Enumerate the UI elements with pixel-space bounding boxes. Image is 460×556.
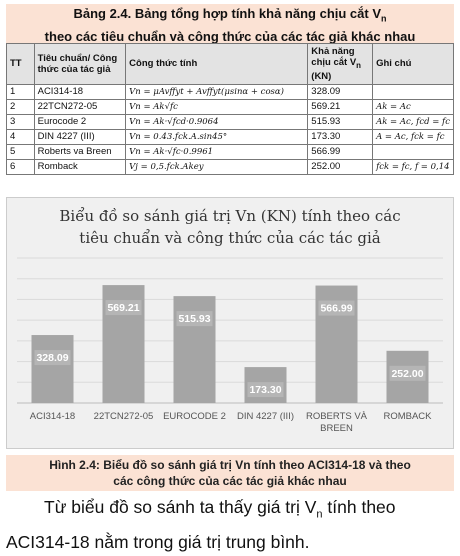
table-row: [7, 129, 454, 144]
header-capacity: [308, 44, 373, 85]
chart-category-label: 22TCN272-05: [93, 411, 154, 422]
chart-category-label: ROMBACK: [383, 411, 432, 422]
header-capacity-sub: n: [356, 60, 361, 70]
figure-caption: [6, 455, 454, 491]
cell-formula: Vn = Ak·√fcd·0.9064: [126, 114, 308, 129]
chart-data-label: 173.30: [249, 384, 282, 397]
cell-tt: 4: [7, 129, 35, 144]
chart-category-label: EUROCODE 2: [163, 411, 226, 422]
cell-standard: ACI314-18: [34, 84, 126, 99]
cell-formula: Vj = 0,5.fck.Akey: [126, 159, 308, 174]
table-caption-sub: n: [381, 13, 387, 24]
chart-category-label: ROBERTS VÀ: [305, 411, 368, 422]
table-row: [7, 84, 454, 99]
cell-standard: DIN 4227 (III): [34, 129, 126, 144]
table-header-row: [7, 44, 454, 85]
figure-caption-line2: các công thức của các tác giả khác nhau: [113, 474, 347, 488]
comparison-table: [6, 43, 454, 175]
cell-note: [373, 84, 454, 99]
cell-formula: Vn = Ak√fc: [126, 99, 308, 114]
cell-capacity: 328.09: [308, 84, 373, 99]
paragraph-sub: n: [316, 508, 323, 521]
chart-data-label: 569.21: [107, 302, 140, 315]
header-capacity-label: Khả năng chịu cắt V: [311, 46, 357, 68]
cell-standard: Romback: [34, 159, 126, 174]
header-formula: Công thức tính: [126, 44, 308, 85]
cell-note: A = Ac, fck = fc: [373, 129, 454, 144]
cell-tt: 6: [7, 159, 35, 174]
table-caption-line2: theo các tiêu chuẩn và công thức của các tác giả khác nhau: [44, 28, 416, 44]
chart-data-label: 566.99: [320, 302, 353, 315]
table-row: [7, 159, 454, 174]
chart-category-label: BREEN: [320, 423, 353, 434]
chart-category-label: ACI314-18: [29, 411, 76, 422]
table-row: [7, 99, 454, 114]
cell-capacity: 569.21: [308, 99, 373, 114]
chart-title-line2: tiêu chuẩn và công thức của các tác giả: [79, 229, 381, 247]
bar-chart: [6, 197, 454, 449]
cell-tt: 3: [7, 114, 35, 129]
cell-tt: 5: [7, 144, 35, 159]
chart-title-line1: Biểu đồ so sánh giá trị Vn (KN) tính theo các: [59, 207, 401, 225]
table-row: [7, 114, 454, 129]
cell-note: [373, 144, 454, 159]
cell-capacity: 566.99: [308, 144, 373, 159]
cell-formula: Vn = μAvffyt + Avffyt(μsinα + cosα): [126, 84, 308, 99]
table-caption: [6, 4, 454, 47]
bar-chart-svg: [7, 198, 453, 448]
chart-data-label: 252.00: [391, 367, 424, 380]
cell-note: fck = fc, f = 0,14: [373, 159, 454, 174]
cell-standard: 22TCN272-05: [34, 99, 126, 114]
cell-tt: 1: [7, 84, 35, 99]
header-tt: TT: [7, 44, 35, 85]
cell-capacity: 252.00: [308, 159, 373, 174]
paragraph-part2: tính theo ACI314-18 nằm trong giá trị trung bình.: [6, 497, 396, 552]
cell-standard: Roberts va Breen: [34, 144, 126, 159]
header-note: Ghi chú: [373, 44, 454, 85]
header-standard: Tiêu chuẩn/ Công thức của tác giả: [34, 44, 126, 85]
cell-standard: Eurocode 2: [34, 114, 126, 129]
conclusion-paragraph: [6, 494, 456, 556]
figure-caption-line1: Hình 2.4: Biểu đồ so sánh giá trị Vn tính theo ACI314-18 và theo: [49, 458, 411, 472]
cell-formula: Vn = Ak·√fc·0.9961: [126, 144, 308, 159]
cell-formula: Vn = 0.43.fck.A.sin45°: [126, 129, 308, 144]
chart-data-label: 328.09: [36, 352, 69, 365]
chart-data-label: 515.93: [178, 313, 211, 326]
paragraph-part1: Từ biểu đồ so sánh ta thấy giá trị V: [44, 497, 317, 517]
chart-bar: [32, 335, 74, 403]
cell-tt: 2: [7, 99, 35, 114]
cell-capacity: 515.93: [308, 114, 373, 129]
table-caption-line1: Bảng 2.4. Bảng tổng hợp tính khả năng chịu cắt V: [73, 6, 382, 21]
chart-category-label: DIN 4227 (III): [236, 411, 295, 422]
cell-capacity: 173.30: [308, 129, 373, 144]
cell-note: Ak = Ac, fcd = fc: [373, 114, 454, 129]
cell-note: Ak = Ac: [373, 99, 454, 114]
table-row: [7, 144, 454, 159]
header-capacity-unit: (KN): [311, 70, 332, 82]
